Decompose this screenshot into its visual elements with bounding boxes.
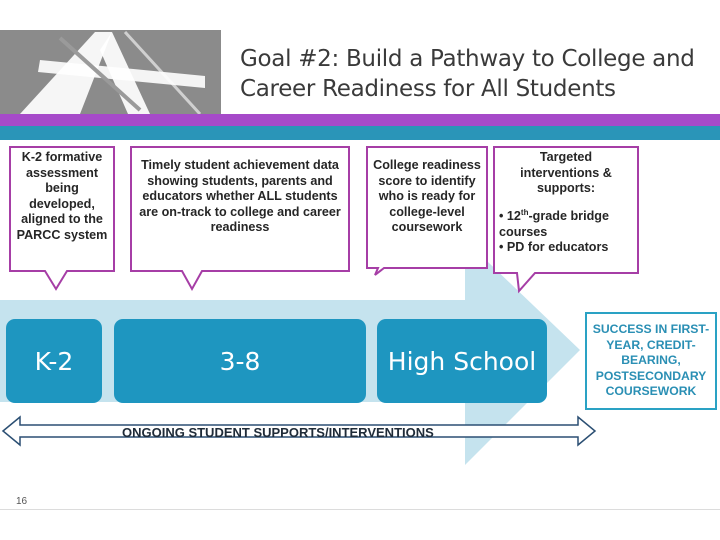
callout-targeted-interventions xyxy=(493,146,639,292)
stage-3-8: 3-8 xyxy=(114,319,366,403)
callout-bullet: • PD for educators xyxy=(499,240,609,254)
stage-high-school: High School xyxy=(377,319,547,403)
callout-college-readiness xyxy=(366,146,488,276)
stage-k2: K-2 xyxy=(6,319,102,403)
brand-logo xyxy=(0,30,221,114)
callout-text: College readiness score to identify who is ready for college-level coursework xyxy=(373,158,481,234)
teal-band xyxy=(0,126,720,140)
callout-text: Timely student achievement data showing students, parents and educators whether ALL students are on-track to college and career readiness xyxy=(139,158,341,234)
callout-bullet: • 12th-grade bridge courses xyxy=(499,208,609,239)
success-box xyxy=(585,312,717,410)
page-title: Goal #2: Build a Pathway to College and Career Readiness for All Students xyxy=(240,46,695,102)
footer-divider xyxy=(0,509,720,510)
callout-heading: Targeted interventions & supports: xyxy=(520,150,612,195)
callout-k2-assessment xyxy=(9,146,115,290)
purple-band xyxy=(0,114,720,126)
callout-achievement-data xyxy=(130,146,350,290)
callout-text: K-2 formative assessment being developed, aligned to the PARCC system xyxy=(16,150,108,242)
success-text: SUCCESS IN FIRST-YEAR, CREDIT-BEARING, POSTSECONDARY COURSEWORK xyxy=(592,322,710,399)
page-number: 16 xyxy=(16,496,28,507)
ongoing-supports-label: ONGOING STUDENT SUPPORTS/INTERVENTIONS xyxy=(122,425,434,440)
